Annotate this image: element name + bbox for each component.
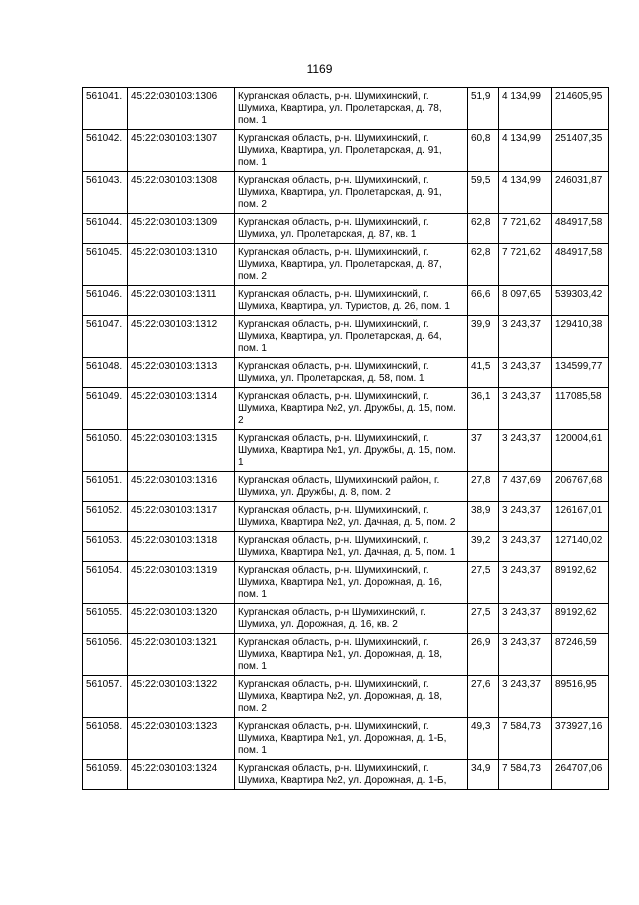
- unit-value-cell: 3 243,37: [499, 676, 552, 718]
- area-cell: 51,9: [468, 88, 499, 130]
- row-number-cell: 561048.: [83, 358, 128, 388]
- address-cell: Курганская область, р-н. Шумихинский, г. Шумиха, Квартира №1, ул. Дорожная, д. 18, пом. 1: [235, 634, 468, 676]
- cadastral-value-cell: 89192,62: [552, 562, 609, 604]
- table-row: [83, 472, 609, 502]
- unit-value-cell: 3 243,37: [499, 430, 552, 472]
- cadastral-number-cell: 45:22:030103:1306: [128, 88, 235, 130]
- cadastral-number-cell: 45:22:030103:1317: [128, 502, 235, 532]
- area-cell: 39,2: [468, 532, 499, 562]
- address-cell: Курганская область, р-н. Шумихинский, г. Шумиха, Квартира №1, ул. Дачная, д. 5, пом. 1: [235, 532, 468, 562]
- table-row: [83, 718, 609, 760]
- area-cell: 60,8: [468, 130, 499, 172]
- table-row: [83, 130, 609, 172]
- table-row: [83, 388, 609, 430]
- row-number-cell: 561041.: [83, 88, 128, 130]
- area-cell: 27,8: [468, 472, 499, 502]
- area-cell: 62,8: [468, 214, 499, 244]
- area-cell: 26,9: [468, 634, 499, 676]
- area-cell: 34,9: [468, 760, 499, 790]
- area-cell: 27,6: [468, 676, 499, 718]
- unit-value-cell: 7 584,73: [499, 760, 552, 790]
- cadastral-number-cell: 45:22:030103:1320: [128, 604, 235, 634]
- table-row: [83, 760, 609, 790]
- cadastral-value-cell: 134599,77: [552, 358, 609, 388]
- cadastral-number-cell: 45:22:030103:1324: [128, 760, 235, 790]
- address-cell: Курганская область, р-н. Шумихинский, г. Шумиха, Квартира, ул. Пролетарская, д. 87, пом. 2: [235, 244, 468, 286]
- unit-value-cell: 7 721,62: [499, 214, 552, 244]
- cadastral-value-cell: 126167,01: [552, 502, 609, 532]
- address-cell: Курганская область, р-н. Шумихинский, г. Шумиха, ул. Пролетарская, д. 58, пом. 1: [235, 358, 468, 388]
- cadastral-number-cell: 45:22:030103:1310: [128, 244, 235, 286]
- cadastral-number-cell: 45:22:030103:1322: [128, 676, 235, 718]
- row-number-cell: 561044.: [83, 214, 128, 244]
- cadastral-value-cell: 120004,61: [552, 430, 609, 472]
- cadastral-value-cell: 246031,87: [552, 172, 609, 214]
- row-number-cell: 561043.: [83, 172, 128, 214]
- table-row: [83, 502, 609, 532]
- area-cell: 36,1: [468, 388, 499, 430]
- row-number-cell: 561054.: [83, 562, 128, 604]
- cadastral-value-cell: 251407,35: [552, 130, 609, 172]
- cadastral-value-cell: 87246,59: [552, 634, 609, 676]
- unit-value-cell: 4 134,99: [499, 130, 552, 172]
- table-row: [83, 172, 609, 214]
- registry-body: [83, 88, 609, 790]
- cadastral-value-cell: 127140,02: [552, 532, 609, 562]
- area-cell: 37: [468, 430, 499, 472]
- row-number-cell: 561051.: [83, 472, 128, 502]
- area-cell: 62,8: [468, 244, 499, 286]
- cadastral-value-cell: 373927,16: [552, 718, 609, 760]
- address-cell: Курганская область, Шумихинский район, г. Шумиха, ул. Дружбы, д. 8, пом. 2: [235, 472, 468, 502]
- row-number-cell: 561059.: [83, 760, 128, 790]
- cadastral-number-cell: 45:22:030103:1316: [128, 472, 235, 502]
- property-registry-table: [82, 87, 609, 790]
- cadastral-value-cell: 264707,06: [552, 760, 609, 790]
- table-row: [83, 676, 609, 718]
- address-cell: Курганская область, р-н. Шумихинский, г. Шумиха, Квартира №2, ул. Дачная, д. 5, пом. 2: [235, 502, 468, 532]
- table-row: [83, 88, 609, 130]
- table-row: [83, 634, 609, 676]
- table-row: [83, 562, 609, 604]
- page-number: 1169: [306, 62, 333, 76]
- table-row: [83, 430, 609, 472]
- cadastral-value-cell: 89516,95: [552, 676, 609, 718]
- address-cell: Курганская область, р-н Шумихинский, г. Шумиха, ул. Дорожная, д. 16, кв. 2: [235, 604, 468, 634]
- area-cell: 39,9: [468, 316, 499, 358]
- unit-value-cell: 7 437,69: [499, 472, 552, 502]
- area-cell: 27,5: [468, 562, 499, 604]
- table-row: [83, 604, 609, 634]
- row-number-cell: 561049.: [83, 388, 128, 430]
- row-number-cell: 561052.: [83, 502, 128, 532]
- unit-value-cell: 3 243,37: [499, 316, 552, 358]
- cadastral-number-cell: 45:22:030103:1312: [128, 316, 235, 358]
- cadastral-number-cell: 45:22:030103:1309: [128, 214, 235, 244]
- cadastral-value-cell: 484917,58: [552, 244, 609, 286]
- cadastral-value-cell: 484917,58: [552, 214, 609, 244]
- cadastral-number-cell: 45:22:030103:1319: [128, 562, 235, 604]
- address-cell: Курганская область, р-н. Шумихинский, г. Шумиха, Квартира, ул. Пролетарская, д. 91, пом. 1: [235, 130, 468, 172]
- unit-value-cell: 3 243,37: [499, 562, 552, 604]
- address-cell: Курганская область, р-н. Шумихинский, г. Шумиха, Квартира №2, ул. Дружбы, д. 15, пом. 2: [235, 388, 468, 430]
- unit-value-cell: 3 243,37: [499, 388, 552, 430]
- cadastral-number-cell: 45:22:030103:1308: [128, 172, 235, 214]
- cadastral-value-cell: 129410,38: [552, 316, 609, 358]
- row-number-cell: 561055.: [83, 604, 128, 634]
- unit-value-cell: 8 097,65: [499, 286, 552, 316]
- cadastral-value-cell: 117085,58: [552, 388, 609, 430]
- cadastral-number-cell: 45:22:030103:1315: [128, 430, 235, 472]
- address-cell: Курганская область, р-н. Шумихинский, г. Шумиха, Квартира №1, ул. Дружбы, д. 15, пом. 1: [235, 430, 468, 472]
- unit-value-cell: 7 721,62: [499, 244, 552, 286]
- table-row: [83, 532, 609, 562]
- unit-value-cell: 3 243,37: [499, 604, 552, 634]
- address-cell: Курганская область, р-н. Шумихинский, г. Шумиха, Квартира №1, ул. Дорожная, д. 1-Б, пом. 1: [235, 718, 468, 760]
- cadastral-number-cell: 45:22:030103:1323: [128, 718, 235, 760]
- row-number-cell: 561056.: [83, 634, 128, 676]
- address-cell: Курганская область, р-н. Шумихинский, г. Шумиха, Квартира №2, ул. Дорожная, д. 18, пом. 2: [235, 676, 468, 718]
- address-cell: Курганская область, р-н. Шумихинский, г. Шумиха, ул. Пролетарская, д. 87, кв. 1: [235, 214, 468, 244]
- area-cell: 38,9: [468, 502, 499, 532]
- cadastral-value-cell: 89192,62: [552, 604, 609, 634]
- row-number-cell: 561046.: [83, 286, 128, 316]
- table-row: [83, 358, 609, 388]
- unit-value-cell: 7 584,73: [499, 718, 552, 760]
- area-cell: 59,5: [468, 172, 499, 214]
- row-number-cell: 561050.: [83, 430, 128, 472]
- unit-value-cell: 3 243,37: [499, 634, 552, 676]
- table-row: [83, 244, 609, 286]
- cadastral-number-cell: 45:22:030103:1314: [128, 388, 235, 430]
- area-cell: 27,5: [468, 604, 499, 634]
- row-number-cell: 561042.: [83, 130, 128, 172]
- table-row: [83, 214, 609, 244]
- cadastral-value-cell: 214605,95: [552, 88, 609, 130]
- cadastral-number-cell: 45:22:030103:1313: [128, 358, 235, 388]
- address-cell: Курганская область, р-н. Шумихинский, г. Шумиха, Квартира №1, ул. Дорожная, д. 16, пом. 1: [235, 562, 468, 604]
- unit-value-cell: 4 134,99: [499, 88, 552, 130]
- address-cell: Курганская область, р-н. Шумихинский, г. Шумиха, Квартира, ул. Туристов, д. 26, пом. 1: [235, 286, 468, 316]
- unit-value-cell: 3 243,37: [499, 532, 552, 562]
- cadastral-value-cell: 206767,68: [552, 472, 609, 502]
- row-number-cell: 561045.: [83, 244, 128, 286]
- row-number-cell: 561053.: [83, 532, 128, 562]
- address-cell: Курганская область, р-н. Шумихинский, г. Шумиха, Квартира, ул. Пролетарская, д. 78, пом. 1: [235, 88, 468, 130]
- row-number-cell: 561058.: [83, 718, 128, 760]
- cadastral-number-cell: 45:22:030103:1318: [128, 532, 235, 562]
- address-cell: Курганская область, р-н. Шумихинский, г. Шумиха, Квартира, ул. Пролетарская, д. 91, пом. 2: [235, 172, 468, 214]
- address-cell: Курганская область, р-н. Шумихинский, г. Шумиха, Квартира №2, ул. Дорожная, д. 1-Б,: [235, 760, 468, 790]
- area-cell: 41,5: [468, 358, 499, 388]
- unit-value-cell: 3 243,37: [499, 358, 552, 388]
- area-cell: 49,3: [468, 718, 499, 760]
- table-row: [83, 286, 609, 316]
- address-cell: Курганская область, р-н. Шумихинский, г. Шумиха, Квартира, ул. Пролетарская, д. 64, пом. 1: [235, 316, 468, 358]
- area-cell: 66,6: [468, 286, 499, 316]
- unit-value-cell: 3 243,37: [499, 502, 552, 532]
- row-number-cell: 561047.: [83, 316, 128, 358]
- cadastral-value-cell: 539303,42: [552, 286, 609, 316]
- cadastral-number-cell: 45:22:030103:1311: [128, 286, 235, 316]
- unit-value-cell: 4 134,99: [499, 172, 552, 214]
- cadastral-number-cell: 45:22:030103:1321: [128, 634, 235, 676]
- row-number-cell: 561057.: [83, 676, 128, 718]
- cadastral-number-cell: 45:22:030103:1307: [128, 130, 235, 172]
- table-row: [83, 316, 609, 358]
